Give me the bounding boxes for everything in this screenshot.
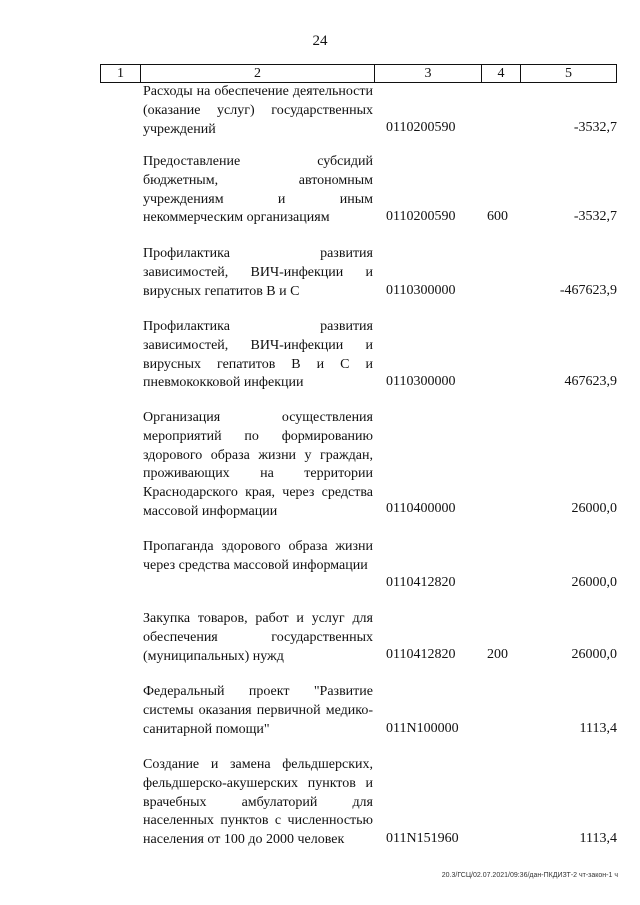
page-number: 24 xyxy=(312,33,328,49)
row-amount: 1113,4 xyxy=(579,831,617,846)
row-name: Организация осуществления мероприятий по формированию здорового образа жизни у граждан, проживающих на территории Краснодарского края, через средства массовой информации xyxy=(143,410,373,519)
row-amount: -467623,9 xyxy=(559,283,617,298)
row-code: 0110412820 xyxy=(386,647,456,662)
row-code: 0110300000 xyxy=(386,283,456,298)
row-amount: 1113,4 xyxy=(579,721,617,736)
row-name: Федеральный проект "Развитие системы оказания первичной медико-санитарной помощи" xyxy=(143,684,373,737)
header-col-3: 3 xyxy=(375,65,482,82)
row-name: Закупка товаров, работ и услуг для обеспечения государственных (муниципальных) нужд xyxy=(143,611,373,664)
header-col-2: 2 xyxy=(141,65,375,82)
row-type: 200 xyxy=(487,647,508,662)
table-header xyxy=(100,64,617,83)
row-amount: 26000,0 xyxy=(571,501,617,516)
row-code: 011N151960 xyxy=(386,831,459,846)
row-code: 0110200590 xyxy=(386,120,456,135)
row-code: 0110300000 xyxy=(386,374,456,389)
row-type: 600 xyxy=(487,209,508,224)
row-amount: 26000,0 xyxy=(571,575,617,590)
row-amount: 26000,0 xyxy=(571,647,617,662)
header-col-1: 1 xyxy=(101,65,141,82)
header-col-4: 4 xyxy=(482,65,521,82)
row-name: Расходы на обеспечение деятельности (оказание услуг) государственных учреждений xyxy=(143,84,373,137)
row-code: 0110400000 xyxy=(386,501,456,516)
row-name: Пропаганда здорового образа жизни через средства массовой информации xyxy=(143,539,373,573)
row-code: 011N100000 xyxy=(386,721,459,736)
row-name: Профилактика развития зависимостей, ВИЧ-инфекции и вирусных гепатитов В и С xyxy=(143,246,373,299)
row-amount: -3532,7 xyxy=(573,120,617,135)
row-name: Создание и замена фельдшерских, фельдшерско-акушерских пунктов и врачебных амбулаторий для населенных пунктов с численностью населения от 100 до 2000 человек xyxy=(143,757,373,848)
row-code: 0110412820 xyxy=(386,575,456,590)
row-name: Предоставление субсидий бюджетным, автономным учреждениям и иным некоммерческим организациям xyxy=(143,154,373,226)
row-amount: -3532,7 xyxy=(573,209,617,224)
row-code: 0110200590 xyxy=(386,209,456,224)
row-amount: 467623,9 xyxy=(564,374,617,389)
header-col-5: 5 xyxy=(565,66,572,81)
row-name: Профилактика развития зависимостей, ВИЧ-инфекции и вирусных гепатитов В и С и пневмококковой инфекции xyxy=(143,319,373,391)
document-footer-code: 20.3/ГСЦ/02.07.2021/09:36/дан-ПКДИЗТ-2 чт-закон-1 ч xyxy=(441,872,618,879)
